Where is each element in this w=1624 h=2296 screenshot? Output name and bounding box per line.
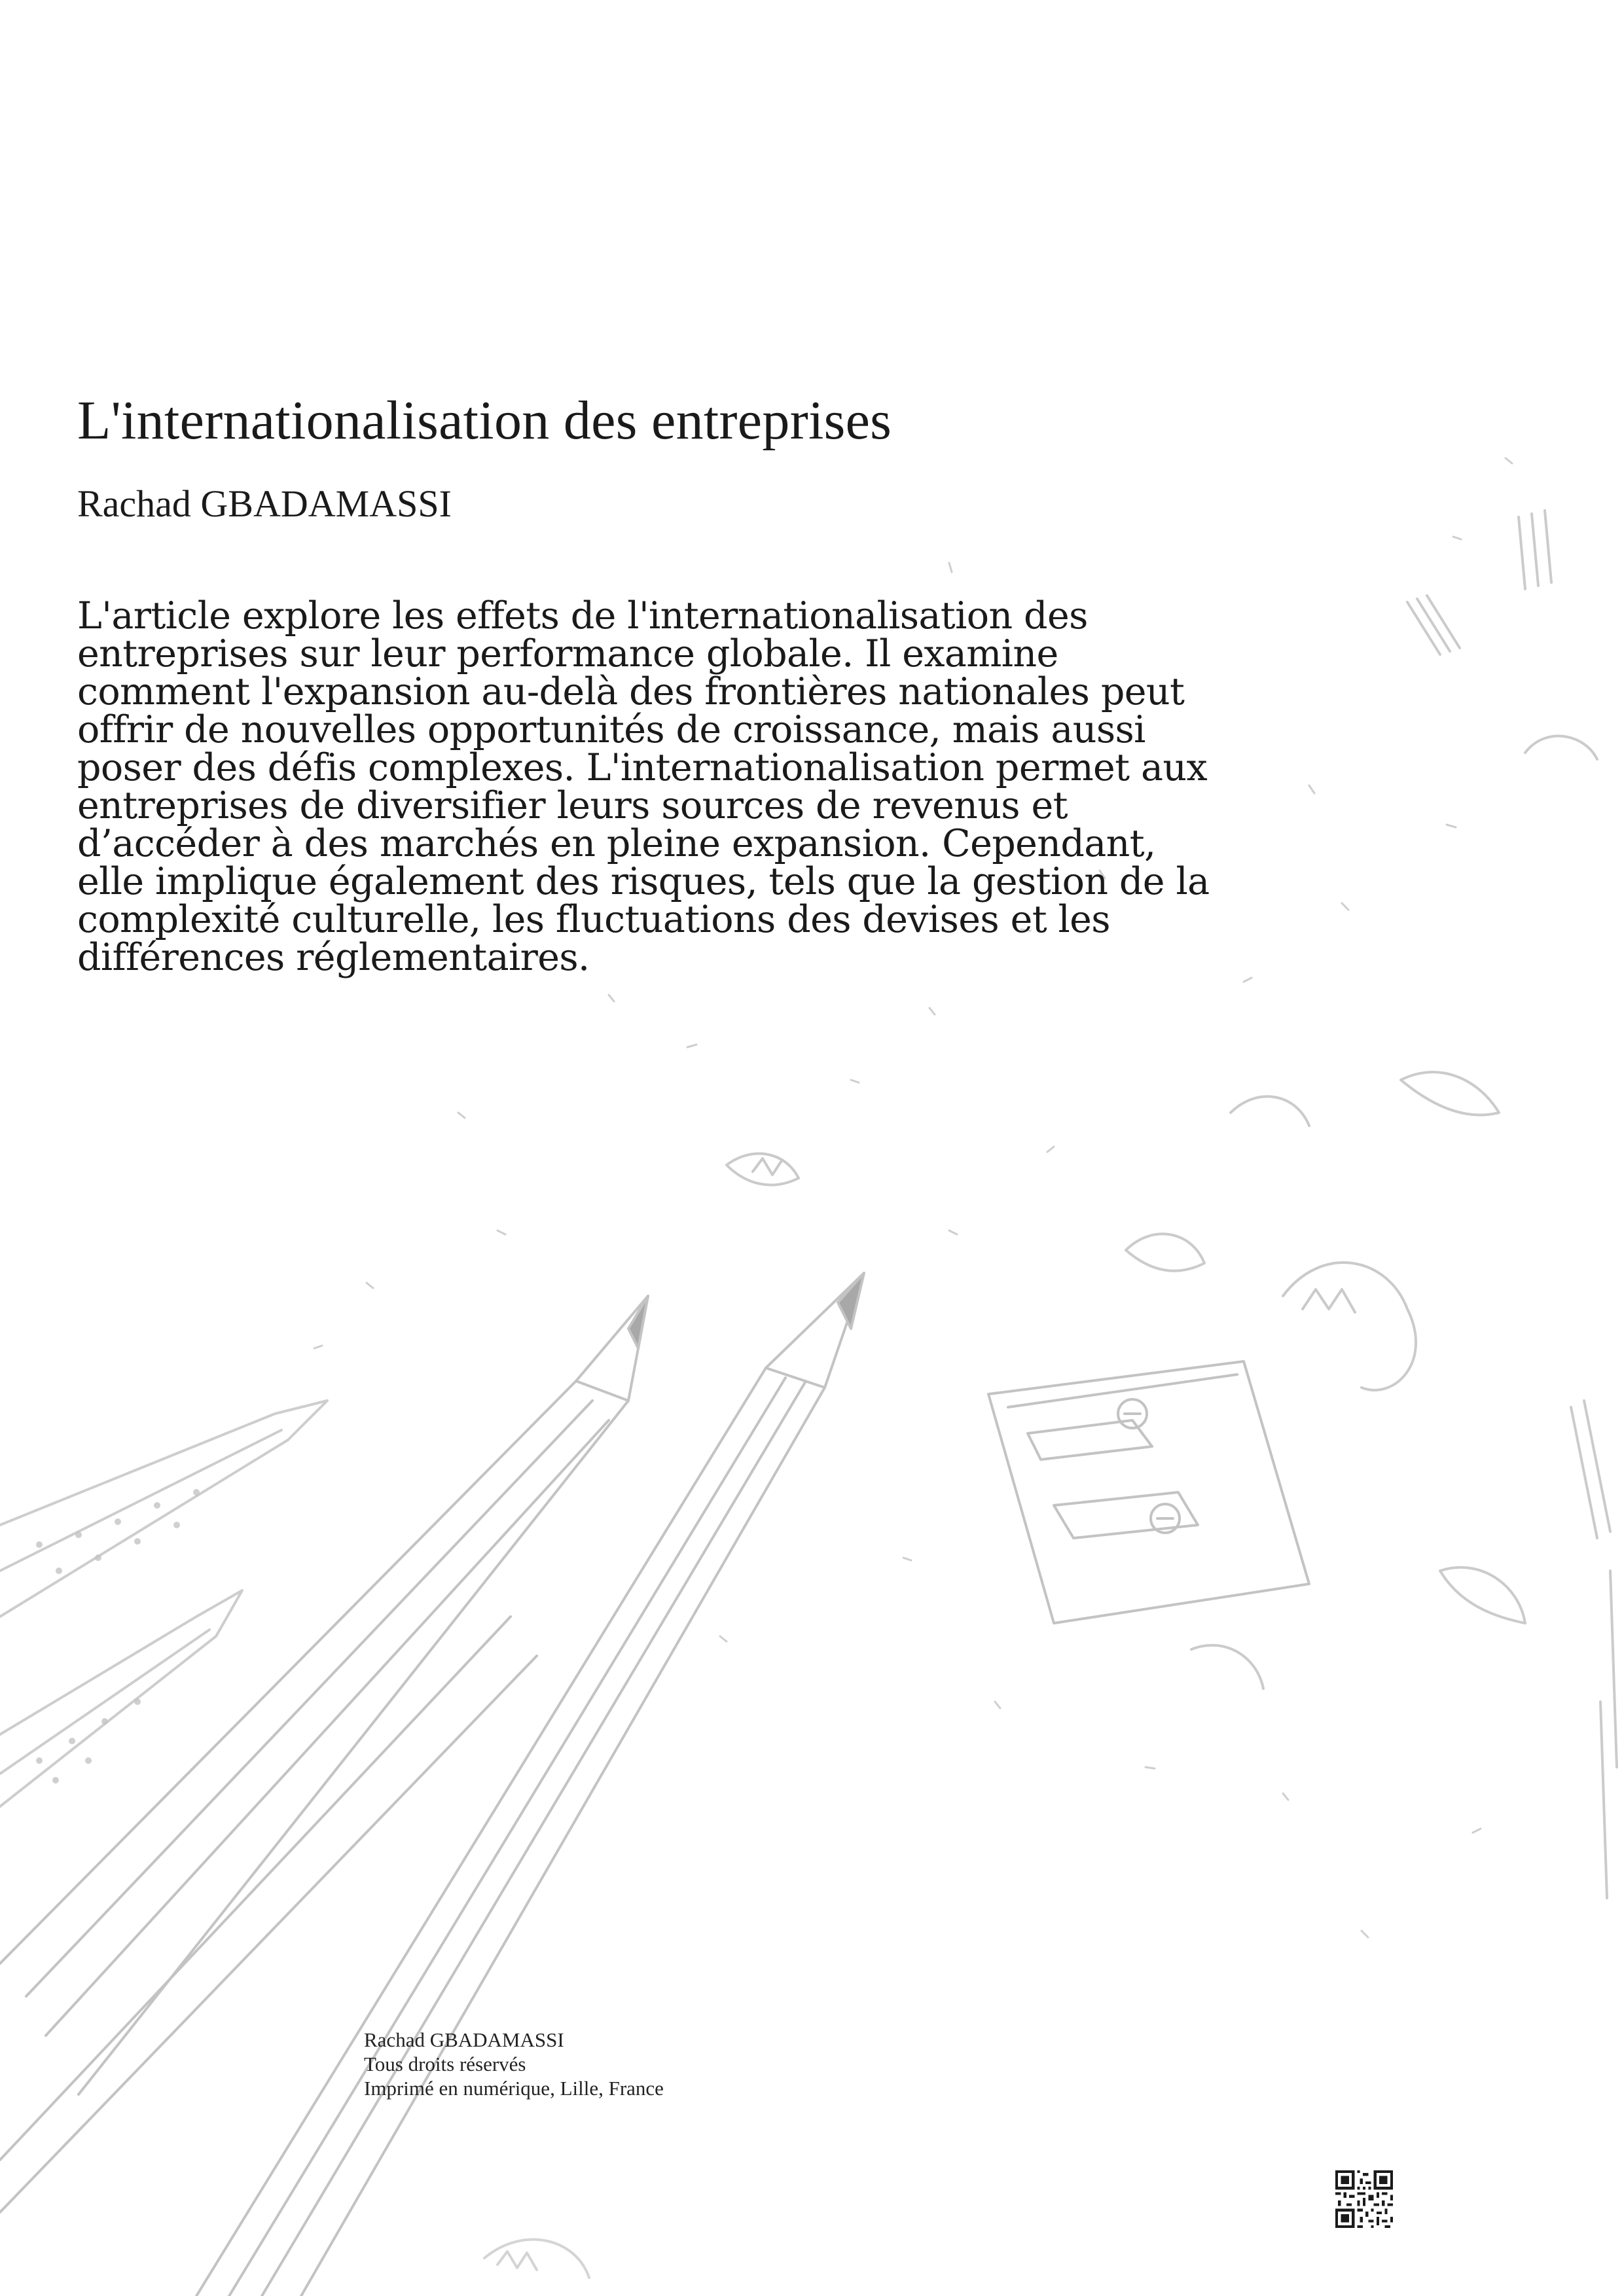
colophon-author: Rachad GBADAMASSI <box>364 2028 564 2051</box>
pencil-far-left <box>0 1401 327 1806</box>
colophon-printing: Imprimé en numérique, Lille, France <box>364 2077 664 2100</box>
document-abstract: L'article explore les effets de l'internationalisation des entreprises sur leur performance globale. Il examine comment l'expansion au-delà des frontières nationales peut offrir de nouvelles opportunités de croissance, mais aussi poser des défis complexes. L'internationalisation permet aux entreprises de diversifier leurs sources de revenus et d’accéder à des marchés en pleine expansion. Cependant, elle implique également des risques, tels que la gestion de la complexité culturelle, les fluctuations des devises et les différences réglementaires. <box>77 594 1210 979</box>
colophon-rights: Tous droits réservés <box>364 2053 526 2075</box>
pencil-sharpener <box>988 1361 1309 1623</box>
document-author: Rachad GBADAMASSI <box>77 482 452 525</box>
qr-code-icon <box>1335 2170 1393 2228</box>
pencil-shavings-lower <box>484 2240 589 2278</box>
colophon <box>364 2028 664 2100</box>
document-title: L'internationalisation des entreprises <box>77 390 892 451</box>
